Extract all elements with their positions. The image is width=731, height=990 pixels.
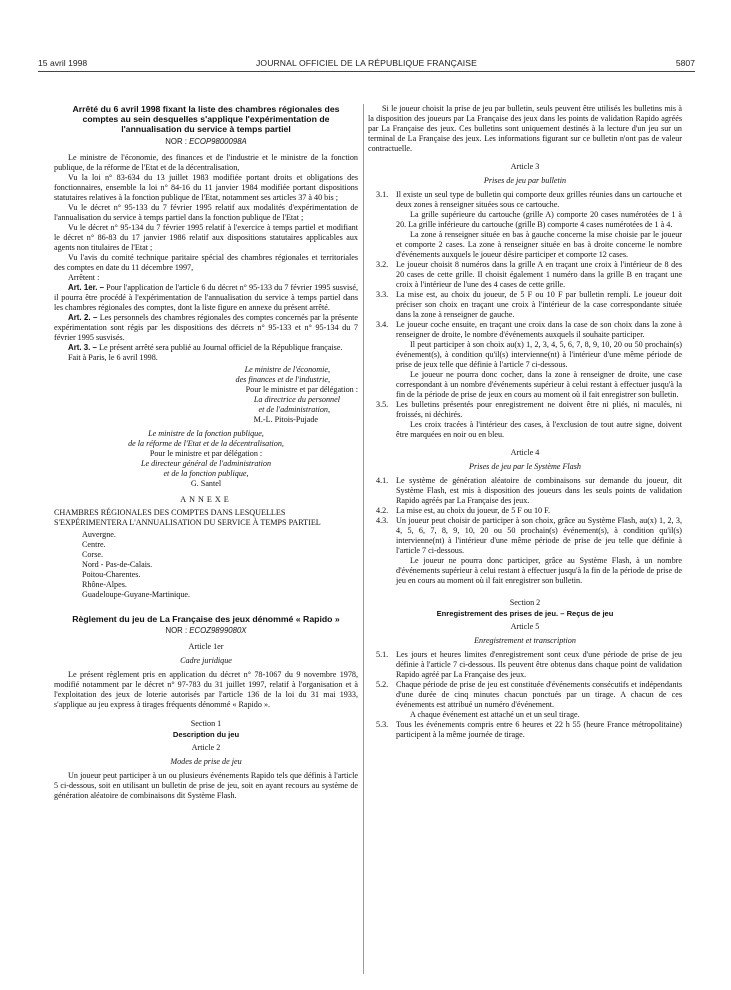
art5-item	[368, 680, 682, 710]
item-paragraph: La grille supérieure du cartouche (grille A) comporte 20 cases numérotées de 1 à 20. La grille inférieure du cartouche (grille B) comporte 4 cases numérotées de 1 à 4.	[396, 210, 682, 229]
art4-subtitle: Prises de jeu par le Système Flash	[469, 462, 581, 471]
art4-title: Article 4	[510, 448, 540, 457]
list-item: Rhône-Alpes.	[82, 579, 127, 589]
nor-label: NOR :	[165, 625, 190, 635]
art5-item	[368, 650, 682, 680]
sig2-line2: de la réforme de l'Etat et de la décentralisation,	[128, 438, 284, 448]
art4-items	[368, 476, 682, 586]
item-paragraph: A chaque événement est attaché un et un seul tirage.	[410, 710, 580, 719]
list-item: Nord - Pas-de-Calais.	[82, 559, 153, 569]
item-number: 5.3.	[376, 720, 389, 729]
sig1-role2: et de l'administration,	[258, 404, 330, 414]
decree-title: Arrêté du 6 avril 1998 fixant la liste des chambres régionales des comptes au sein desquelles s'applique l'expérimentation de l'annualisation du service à temps partiel	[72, 104, 340, 135]
article-2	[54, 313, 358, 343]
art2-text: Un joueur peut participer à un ou plusieurs événements Rapido tels que définis à l'article 5 ci-dessous, soit en utilisant un bulletin de prise de jeu, soit en ayant recours au système de génération aléatoire de combinaisons dit Système Flash.	[54, 770, 358, 800]
item-text: Les jours et heures limites d'enregistrement sont ceux d'une période de prise de jeu définie à l'article 7 ci-dessous. Ils peuvent être obtenus dans chaque point de validation Rapido agréé par La Française des jeux.	[396, 650, 682, 679]
item-number: 4.1.	[376, 476, 389, 485]
article-2-text: Les personnels des chambres régionales des comptes concernés par la présente expérimentation sont régis par les dispositions des décrets n° 95-133 et n° 95-134 du 7 février 1995 susvisés.	[54, 312, 358, 342]
list-item: Centre.	[82, 539, 106, 549]
visa-1: Vu la loi n° 83-634 du 13 juillet 1983 modifiée portant droits et obligations des fonctionnaires, ensemble la loi n° 84-16 du 11 janvier 1984 modifiée portant dispositions statutaires relatives à la fonction publique de l'Etat, notamment ses articles 37 à 40 bis ;	[54, 172, 358, 202]
visa-3: Vu le décret n° 95-134 du 7 février 1995 relatif à l'exercice à temps partiel et modifiant le décret n° 86-83 du 17 janvier 1986 relatif aux dispositions statutaires applicables aux agents non titulaires de l'Etat ;	[54, 222, 358, 252]
reglement-nor	[54, 626, 358, 636]
sig1-name: M.-L. Pitois-Pujade	[253, 414, 318, 424]
item-number: 5.2.	[376, 680, 389, 689]
decree-intro: Le ministre de l'économie, des finances et de l'industrie et le ministre de la fonction publique, de la réforme de l'Etat et de la décentralisation,	[54, 152, 358, 172]
section2-label: Section 2	[509, 598, 541, 607]
list-item: Poitou-Charentes.	[82, 569, 141, 579]
item-number: 5.1.	[376, 650, 389, 659]
art1-subtitle: Cadre juridique	[180, 655, 232, 665]
reglement-title: Règlement du jeu de La Française des jeux dénommé « Rapido »	[72, 613, 340, 624]
art1-title: Article 1er	[188, 641, 224, 651]
item-text: Les bulletins présentés pour enregistrement ne doivent être ni pliés, ni maculés, ni froissés, ni déchirés.	[396, 400, 682, 419]
sig2-line1: Le ministre de la fonction publique,	[148, 428, 264, 438]
section1-title: Description du jeu	[172, 729, 240, 739]
done-at: Fait à Paris, le 6 avril 1998.	[68, 352, 158, 362]
right-column	[368, 104, 682, 740]
list-item: Corse.	[82, 549, 103, 559]
art5-items	[368, 650, 682, 740]
item-paragraph: Il peut participer à son choix au(x) 1, 2, 3, 4, 5, 6, 7, 8, 9, 10, 20 ou 50 prochain(s) événement(s), à condition qu'il(s) intervienne(nt) à l'intérieur d'une même période de prise de jeux telle que définie à l'article 7 ci-dessous.	[396, 340, 682, 369]
journal-title: JOURNAL OFFICIEL DE LA RÉPUBLIQUE FRANÇAISE	[256, 58, 477, 68]
sig1-delegation: Pour le ministre et par délégation :	[245, 384, 358, 394]
item-number: 3.3.	[376, 290, 389, 299]
annexe-title: ANNEXE	[180, 494, 232, 504]
article-2-label: Art. 2. –	[68, 312, 98, 322]
nor-code: ECOP9800098A	[189, 136, 247, 146]
item-paragraph: Les croix tracées à l'intérieur des cases, à l'exclusion de tout autre signe, doivent être marquées en noir ou en bleu.	[396, 420, 682, 439]
art3-subtitle: Prises de jeu par bulletin	[483, 176, 567, 185]
sig1-line2: des finances et de l'industrie,	[235, 374, 330, 384]
art3-item	[368, 190, 682, 210]
visa-2: Vu le décret n° 95-133 du 7 février 1995 relatif aux modalités d'expérimentation de l'annualisation du service à temps partiel dans la fonction publique de l'Etat ;	[54, 202, 358, 222]
sig1-role1: La directrice du personnel	[253, 394, 340, 404]
item-text: Un joueur peut choisir de participer à son choix, grâce au Système Flash, au(x) 1, 2, 3, 4, 5, 6, 7, 8, 9, 10, 20 ou 50 prochain(s) événement(s), à condition qu'il(s) intervienne(nt) à l'intérieur d'une même période de prise de jeu telle que définie à l'article 7 ci-dessous.	[396, 516, 682, 555]
item-number: 4.2.	[376, 506, 389, 515]
running-header	[38, 56, 695, 72]
nor-label: NOR :	[165, 136, 190, 146]
list-item: Guadeloupe-Guyane-Martinique.	[82, 589, 191, 599]
annexe-heading: CHAMBRES RÉGIONALES DES COMPTES DANS LESQUELLES S'EXPÉRIMENTERA L'ANNUALISATION DU SERVICE À TEMPS PARTIEL	[54, 507, 321, 527]
item-number: 3.2.	[376, 260, 389, 269]
item-text: Le joueur choisit 8 numéros dans la grille A en traçant une croix à l'intérieur de 8 des 20 cases de cette grille. Il choisit également 1 numéro dans la grille B en traçant une croix à l'intérieur de l'une des 4 cases de cette grille.	[396, 260, 682, 289]
art5-subtitle: Enregistrement et transcription	[474, 636, 576, 645]
item-text: La mise est, au choix du joueur, de 5 F ou 10 F par bulletin rempli. Le joueur doit préciser son choix en traçant une croix à l'intérieur de la case correspondante située dans la zone à renseigner de gauche.	[396, 290, 682, 319]
article-3	[54, 343, 358, 353]
item-text: Le joueur coche ensuite, en traçant une croix dans la case de son choix dans la zone à renseigner de droite, le nombre d'événements auxquels il souhaite participer.	[396, 320, 682, 339]
art3-title: Article 3	[510, 162, 540, 171]
item-text: Tous les événements compris entre 6 heures et 22 h 55 (heure France métropolitaine) participent à la même journée de tirage.	[396, 720, 682, 739]
art3-item	[368, 290, 682, 320]
sig2-role1: Le directeur général de l'administration	[140, 458, 272, 468]
article-3-label: Art. 3. –	[68, 342, 97, 352]
left-column	[54, 104, 358, 801]
article-1-text: Pour l'application de l'article 6 du décret n° 95-133 du 7 février 1995 susvisé, il pourra être procédé à l'expérimentation de l'annualisation du service à temps partiel dans les chambres régionales des comptes, dont la liste figure en annexe du présent arrêté.	[54, 282, 359, 312]
art2-text2: Si le joueur choisit la prise de jeu par bulletin, seuls peuvent être utilisés les bulletins mis à la disposition des joueurs par La Française des jeux dans les points de validation Rapido agréés par La Française des jeux. Ces bulletins sont uniquement destinés à la lecture d'un jeu sur un terminal de La Française des jeux. Les informations figurant sur ce bulletin n'ont pas de valeur contractuelle.	[368, 104, 682, 153]
art2-subtitle: Modes de prise de jeu	[170, 756, 242, 766]
item-text: La mise est, au choix du joueur, de 5 F ou 10 F.	[396, 506, 551, 515]
art1-text: Le présent règlement pris en application du décret n° 78-1067 du 9 novembre 1978, modifié notamment par le décret n° 97-783 du 31 juillet 1997, relatif à l'organisation et à l'exploitation des jeux de loterie autorisés par l'article 136 de la loi du 31 mai 1933, s'applique au jeu express à tirages fréquents dénommé « Rapido ».	[54, 669, 358, 709]
art2-title: Article 2	[191, 742, 221, 752]
list-item: Auvergne.	[82, 529, 116, 539]
section1-label: Section 1	[190, 718, 222, 728]
article-1-label: Art. 1er. –	[68, 282, 105, 292]
item-paragraph: Le joueur ne pourra donc cocher, dans la zone à renseigner de droite, une case correspondant à un nombre d'événements supérieur à celui restant à effectuer jusqu'à la fin de la période de prise de jeux en cours au moment où il fait enregistrer son bulletin.	[396, 370, 682, 399]
item-paragraph: La zone à renseigner située en bas à gauche concerne la mise choisie par le joueur et comporte 2 cases. La zone à renseigner située en bas à droite concerne le nombre d'événements auxquels le joueur désire participer et comporte 12 cases.	[396, 230, 682, 259]
section2-title: Enregistrement des prises de jeu. – Reçus de jeu	[436, 609, 614, 618]
item-text: Chaque période de prise de jeu est constituée d'événements consécutifs et indépendants d'une durée de cinq minutes chacun ponctués par un tirage. A chacun de ces événements est attribué un numéro d'événement.	[396, 680, 682, 709]
art4-item	[368, 506, 682, 516]
art5-item	[368, 720, 682, 740]
visa-4: Vu l'avis du comité technique paritaire spécial des chambres régionales et territoriales des comptes en date du 11 décembre 1997,	[54, 252, 358, 272]
art3-item	[368, 400, 682, 420]
sig2-delegation: Pour le ministre et par délégation :	[149, 448, 263, 458]
article-3-text: Le présent arrêté sera publié au Journal officiel de la République française.	[98, 342, 343, 352]
art3-item	[368, 320, 682, 340]
sig2-name: G. Santel	[190, 478, 222, 488]
page-number: 5807	[675, 58, 695, 68]
item-number: 3.5.	[376, 400, 389, 409]
item-number: 3.1.	[376, 190, 389, 199]
article-1	[54, 283, 358, 313]
art4-item	[368, 476, 682, 506]
issue-date: 15 avril 1998	[38, 58, 88, 68]
decree-nor	[54, 137, 358, 147]
art4-item	[368, 516, 682, 556]
arretent: Arrêtent :	[68, 272, 100, 282]
header-rule	[38, 71, 695, 72]
item-text: Il existe un seul type de bulletin qui comporte deux grilles réunies dans un cartouche et deux zones à renseigner situées sous ce cartouche.	[396, 190, 682, 209]
sig1-line1: Le ministre de l'économie,	[244, 364, 330, 374]
item-text: Le système de génération aléatoire de combinaisons sur demande du joueur, dit Système Flash, est mis à disposition des joueurs dans les seuls points de validation Rapido agréés par La Française des jeux.	[396, 476, 682, 505]
item-number: 4.3.	[376, 516, 389, 525]
column-divider	[363, 104, 364, 974]
nor-code: ECOZ9899080X	[189, 625, 247, 635]
annexe-list	[82, 530, 358, 600]
art3-items	[368, 190, 682, 440]
item-number: 3.4.	[376, 320, 389, 329]
sig2-role2: et de la fonction publique,	[163, 468, 249, 478]
item-paragraph: Le joueur ne pourra donc participer, grâce au Système Flash, à un nombre d'événements supérieur à celui restant à effectuer jusqu'à la fin de la période de prise de jeu en cours au moment où il fait enregistrer son bulletin.	[396, 556, 682, 585]
art3-item	[368, 260, 682, 290]
art5-title: Article 5	[510, 622, 540, 631]
